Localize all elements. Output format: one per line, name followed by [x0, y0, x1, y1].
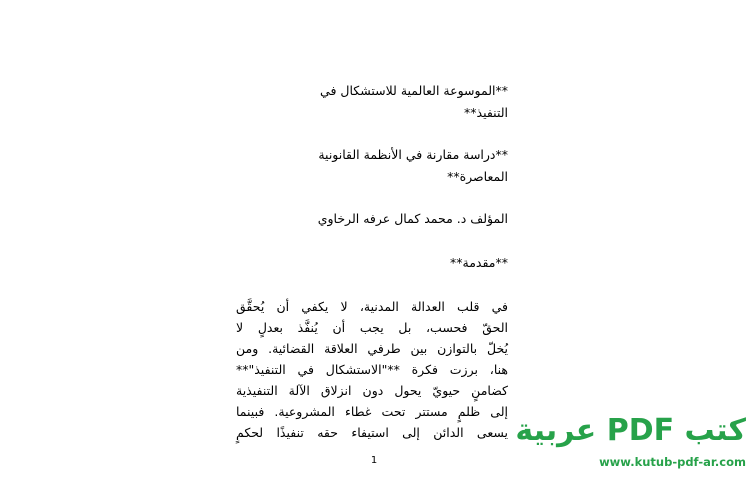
- document-title: [236, 80, 508, 124]
- subtitle-line: المعاصرة**: [447, 169, 508, 184]
- paragraph-line: يسعى الدائن إلى استيفاء حقه تنفيذًا لحكمٍ: [236, 425, 508, 440]
- page-number: 1: [370, 455, 378, 466]
- watermark-logo-text: كتب PDF عربية: [515, 413, 746, 448]
- intro-heading-text: **مقدمة**: [450, 255, 508, 270]
- paragraph-line: إلى ظلمٍ مستتر تحت غطاء المشروعية. فبينما: [236, 404, 508, 419]
- paragraph-line: هنا، برزت فكرة **"الاستشكال في التنفيذ"**: [236, 362, 508, 377]
- paragraph-line: في قلب العدالة المدنية، لا يكفي أن يُحقَّق: [236, 299, 508, 314]
- subtitle-line: **دراسة مقارنة في الأنظمة القانونية: [318, 147, 508, 162]
- intro-heading: [236, 252, 508, 274]
- paragraph-line: كضامنٍ حيويّ يحول دون انزلاق الآلة التنفيذية: [236, 383, 508, 398]
- watermark-url: www.kutub-pdf-ar.com: [599, 455, 746, 469]
- intro-paragraph: [236, 296, 508, 443]
- site-watermark: [515, 412, 748, 474]
- title-line: التنفيذ**: [464, 105, 508, 120]
- paragraph-line: الحقّ فحسب، بل يجب أن يُنفَّذ بعدلٍ لا: [236, 320, 508, 335]
- paragraph-line: يُخلّ بالتوازن بين طرفي العلاقة القضائية. ومن: [236, 341, 508, 356]
- author-line: [236, 208, 508, 230]
- author-text: المؤلف د. محمد كمال عرفه الرخاوي: [317, 211, 508, 226]
- title-line: **الموسوعة العالمية للاستشكال في: [320, 83, 508, 98]
- document-subtitle: [236, 144, 508, 188]
